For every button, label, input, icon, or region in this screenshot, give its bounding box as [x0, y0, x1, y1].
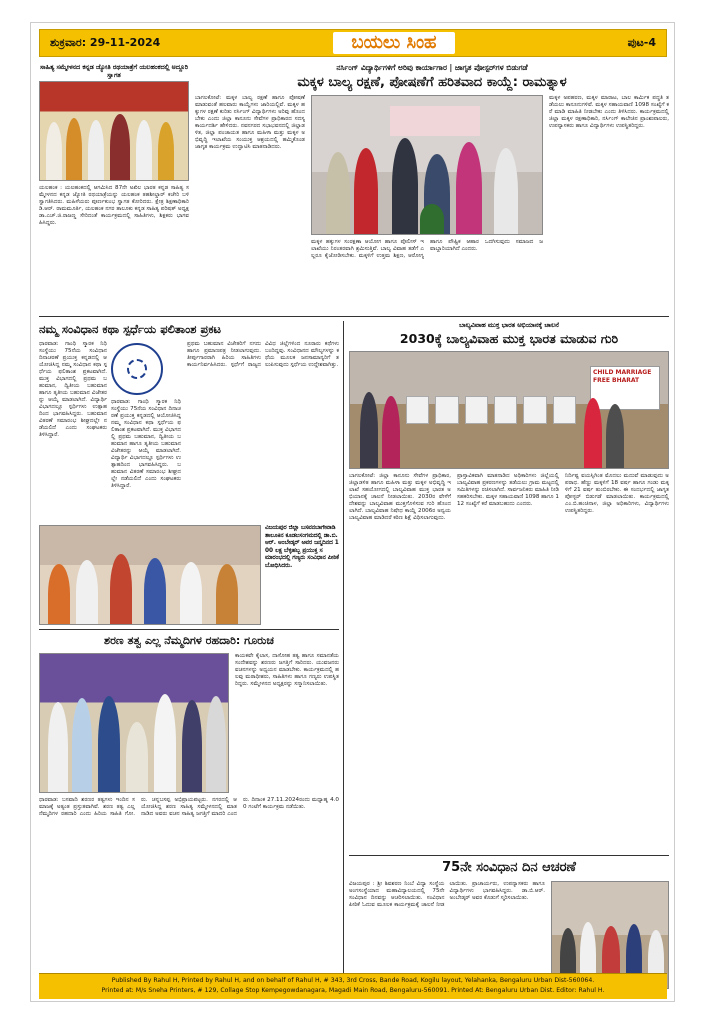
story-body-left: ಬಾಗಲಕೋಟೆ: ಜಿಲ್ಲಾ ಕಾನೂನು ಸೇವೆಗಳ ಪ್ರಾಧಿಕಾರ, ಜಿಲ್ಲಾಡಳಿತ ಹಾಗೂ ಮಹಿಳಾ ಮತ್ತು ಮಕ್ಕಳ ಅಭಿವೃದ್ಧಿ ಇಲಾಖೆ ಸಹಯೋಗದಲ್ಲಿ ಬಾಲ್ಯವಿವಾಹ ಮುಕ್ತ ಭಾರತ ಅಭಿಯಾನಕ್ಕೆ ಚಾಲನೆ ನೀಡಲಾಯಿತು. 2030ರ ವೇಳೆಗೆ ದೇಶವನ್ನು ಬಾಲ್ಯವಿವಾಹ ಮುಕ್ತಗೊಳಿಸುವ ಗುರಿ ಹೊಂದಲಾಗಿದೆ. ಬಾಲ್ಯವಿವಾಹ ನಿಷೇಧ ಕಾಯ್ದೆ 2006ರ ಅನ್ವಯ ಬಾಲ್ಯವಿವಾಹ ಮಾಡಿದರೆ ಕಠಿಣ ಶಿಕ್ಷೆ ವಿಧಿಸಲಾಗುವುದು. — [349, 473, 451, 521]
photo-caption — [265, 525, 339, 625]
story-headline: 75ನೇ ಸಂವಿಧಾನ ದಿನ ಆಚರಣೆ — [442, 860, 576, 875]
story-body-right: ಮಕ್ಕಳ ಅಪಹರಣ, ಮಕ್ಕಳ ಮಾರಾಟ, ಬಾಲ ಕಾರ್ಮಿಕ ಪದ್ಧತಿ ತಡೆಯಲು ಕಾನೂನುಗಳಿವೆ. ಮಕ್ಕಳ ಸಹಾಯವಾಣಿ 1098 ಸಂಖ್ಯೆಗೆ ಕರೆ ಮಾಡಿ ಮಾಹಿತಿ ನೀಡಬೇಕು ಎಂದು ತಿಳಿಸಿದರು. ಕಾರ್ಯಕ್ರಮದಲ್ಲಿ ಜಿಲ್ಲಾ ಮಕ್ಕಳ ರಕ್ಷಣಾಧಿಕಾರಿ, ನರ್ಸಿಂಗ್ ಕಾಲೇಜಿನ ಪ್ರಾಂಶುಪಾಲರು, ಉಪನ್ಯಾಸಕರು ಹಾಗೂ ವಿದ್ಯಾರ್ಥಿಗಳು ಉಪಸ್ಥಿತರಿದ್ದರು. — [549, 95, 669, 129]
story-photo — [311, 95, 543, 235]
story-body-right: ಕಾಯಕವೇ ಕೈಲಾಸ, ದಾಸೋಹ ತತ್ವ ಹಾಗೂ ಸಮಾನತೆಯ ಸಂದೇಶವನ್ನು ಶರಣರು ಜಗತ್ತಿಗೆ ಸಾರಿದರು. ಯುವಜನರು ವಚನಗಳನ್ನು ಅಧ್ಯಯನ ಮಾಡಬೇಕು. ಕಾರ್ಯಕ್ರಮದಲ್ಲಿ ಹಲವು ಮಠಾಧೀಶರು, ಸಾಹಿತಿಗಳು ಹಾಗೂ ಗಣ್ಯರು ಉಪಸ್ಥಿತರಿದ್ದರು. ಸಮ್ಮೇಳನದ ಅಧ್ಯಕ್ಷರನ್ನು ಸನ್ಮಾನಿಸಲಾಯಿತು. — [235, 653, 339, 687]
story-title: ಸಾಹಿತ್ಯ ಸಮ್ಮೇಳನದ ಕನ್ನಡ ಜ್ಯೋತಿ ರಥಯಾತ್ರೆಗೆ ಯಲಹಂಕದಲ್ಲಿ ಅದ್ದೂರಿ ಸ್ವಾಗತ — [39, 63, 189, 79]
divider — [39, 629, 339, 630]
imprint-footer — [39, 973, 667, 999]
story-child-protection — [195, 63, 669, 313]
story-kicker: ನರ್ಸಿಂಗ್ ವಿದ್ಯಾರ್ಥಿಗಳಿಗೆ ಅರಿವು ಕಾರ್ಯಾಗಾರ | ಜಾಗೃತ ಪೋಸ್ಟರ್‌ಗಳ ಬಿಡುಗಡೆ — [336, 63, 528, 72]
divider — [39, 316, 669, 317]
story-headline: ಶರಣ ತತ್ವ ಎಲ್ಲ ನೆಮ್ಮದಿಗಳ ರಹದಾರಿ: ಗೂರುಚ — [104, 634, 274, 647]
story-headline: 2030ಕ್ಕೆ ಬಾಲ್ಯವಿವಾಹ ಮುಕ್ತ ಭಾರತ ಮಾಡುವ ಗುರಿ — [399, 331, 619, 346]
story-sharana — [39, 633, 339, 991]
story-body-left: ಬಾಗಲಕೋಟೆ: ಮಕ್ಕಳ ಬಾಲ್ಯ ರಕ್ಷಣೆ ಹಾಗೂ ಪೋಷಣೆ ಮಾಡುವಂತೆ ಹಲವಾರು ಕಾಯ್ದೆಗಳು ಜಾರಿಯಲ್ಲಿವೆ. ಮಕ್ಕಳ ಹಕ್ಕುಗಳ ರಕ್ಷಣೆ ಕುರಿತು ನರ್ಸಿಂಗ್ ವಿದ್ಯಾರ್ಥಿಗಳು ಅರಿವು ಹೊಂದಬೇಕು ಎಂದು ಜಿಲ್ಲಾ ಕಾನೂನು ಸೇವೆಗಳ ಪ್ರಾಧಿಕಾರದ ಸದಸ್ಯ ಕಾರ್ಯದರ್ಶಿ ಹೇಳಿದರು. ನವನಗರದ ಸಭಾಭವನದಲ್ಲಿ ಜಿಲ್ಲಾಡಳಿತ, ಜಿಲ್ಲಾ ಪಂಚಾಯತ ಹಾಗೂ ಮಹಿಳಾ ಮತ್ತು ಮಕ್ಕಳ ಅಭಿವೃದ್ಧಿ ಇಲಾಖೆಯ ಸಂಯುಕ್ತ ಆಶ್ರಯದಲ್ಲಿ ಹಮ್ಮಿಕೊಂಡ ಜಾಗೃತ ಕಾರ್ಯಕ್ರಮ ಉದ್ಘಾಟಿಸಿ ಮಾತನಾಡಿದರು. — [195, 95, 305, 150]
page-number: ಪುಟ-4 — [627, 36, 656, 49]
story-body-right: ನಿರ್ದಿಷ್ಟ ವಯಸ್ಸಿಗಿಂತ ಮೊದಲು ಮದುವೆ ಮಾಡುವುದು ಅಪರಾಧ. ಹೆಣ್ಣು ಮಕ್ಕಳಿಗೆ 18 ವರ್ಷ ಹಾಗೂ ಗಂಡು ಮಕ್ಕಳಿಗೆ 21 ವರ್ಷ ತುಂಬಿರಬೇಕು. ಈ ಸಂದರ್ಭದಲ್ಲಿ ಜಾಗೃತ ಪೋಸ್ಟರ್ ಬಿಡುಗಡೆ ಮಾಡಲಾಯಿತು. ಕಾರ್ಯಕ್ರಮದಲ್ಲಿ ಎಂ.ಬಿ.ಹಂಚಿನಾಳ, ಜಿಲ್ಲಾ ಅಧಿಕಾರಿಗಳು, ವಿದ್ಯಾರ್ಥಿಗಳು ಉಪಸ್ಥಿತರಿದ್ದರು. — [565, 473, 669, 514]
story-headline: ಮಕ್ಕಳ ಬಾಲ್ಯ ರಕ್ಷಣೆ, ಪೋಷಣೆಗೆ ಹರಿತವಾದ ಕಾಯ್ದೆ: ರಾಮತ್ನಾಳ — [297, 75, 567, 90]
photo-caption-text: ವಿಜಯಪುರ ಜಿಲ್ಲಾ ಬಸವನಬಾಗೇವಾಡಿ ತಾಲೂಕಿನ ಕೂಡಲಸಂಗಮದಲ್ಲಿ ಡಾ.ಬಿ.ಆರ್. ಅಂಬೇಡ್ಕರ್ ಅವರ ಜನ್ಮದಿನದ 100 ಲಕ್ಷ ಬೆಳ್ಳಿಹಬ್ಬ ಪ್ರಯುಕ್ತ ಸಮಾರಂಭದಲ್ಲಿ ಗಣ್ಯರು ಸಂವಿಧಾನ ಪೀಠಿಕೆ ಬೋಧಿಸಿದರು. — [265, 525, 339, 569]
story-body-continued: ಧಾರವಾಡ: ಗಾಂಧಿ ಸ್ಮಾರಕ ನಿಧಿ ಸಂಸ್ಥೆಯು 75ನೆಯ ಸಂವಿಧಾನ ದಿನಾಚರಣೆ ಪ್ರಯುಕ್ತ ಕನ್ನಡದಲ್ಲಿ ಆಯೋಜಿಸಿದ್ದ ನಮ್ಮ ಸಂವಿಧಾನ ಕಥಾ ಸ್ಪರ್ಧೆಯ ಫಲಿತಾಂಶ ಪ್ರಕಟವಾಗಿದೆ. ಮುಕ್ತ ವಿಭಾಗದಲ್ಲಿ ಪ್ರಥಮ ಬಹುಮಾನ, ದ್ವಿತೀಯ ಬಹುಮಾನ ಹಾಗೂ ತೃತೀಯ ಬಹುಮಾನ ವಿಜೇತರನ್ನು ಆಯ್ಕೆ ಮಾಡಲಾಗಿದೆ. ವಿದ್ಯಾರ್ಥಿ ವಿಭಾಗದಲ್ಲೂ ಸ್ಪರ್ಧಿಗಳು ಉತ್ಸಾಹದಿಂದ ಭಾಗವಹಿಸಿದ್ದರು. ಬಹುಮಾನ ವಿತರಣೆ ಸಮಾರಂಭ ಶೀಘ್ರದಲ್ಲೇ ನಡೆಯಲಿದೆ ಎಂದು ಸಂಘಟಕರು ತಿಳಿಸಿದ್ದಾರೆ. — [111, 399, 181, 489]
story-body-mid: ಪ್ರಾಸ್ತಾವಿಕವಾಗಿ ಮಾತನಾಡಿದ ಅಧಿಕಾರಿಗಳು ಜಿಲ್ಲೆಯಲ್ಲಿ ಬಾಲ್ಯವಿವಾಹ ಪ್ರಕರಣಗಳನ್ನು ತಡೆಯಲು ಗ್ರಾಮ ಮಟ್ಟದಲ್ಲಿ ಸಮಿತಿಗಳನ್ನು ರಚಿಸಲಾಗಿದೆ. ಸಾರ್ವಜನಿಕರು ಮಾಹಿತಿ ನೀಡಿ ಸಹಕರಿಸಬೇಕು. ಮಕ್ಕಳ ಸಹಾಯವಾಣಿ 1098 ಹಾಗೂ 112 ಸಂಖ್ಯೆಗೆ ಕರೆ ಮಾಡಬಹುದು ಎಂದರು. — [457, 473, 559, 507]
story-body: ಧಾರವಾಡ: ಗಾಂಧಿ ಸ್ಮಾರಕ ನಿಧಿ ಸಂಸ್ಥೆಯು 75ನೆಯ ಸಂವಿಧಾನ ದಿನಾಚರಣೆ ಪ್ರಯುಕ್ತ ಕನ್ನಡದಲ್ಲಿ ಆಯೋಜಿಸಿದ್ದ ನಮ್ಮ ಸಂವಿಧಾನ ಕಥಾ ಸ್ಪರ್ಧೆಯ ಫಲಿತಾಂಶ ಪ್ರಕಟವಾಗಿದೆ. ಮುಕ್ತ ವಿಭಾಗದಲ್ಲಿ ಪ್ರಥಮ ಬಹುಮಾನ, ದ್ವಿತೀಯ ಬಹುಮಾನ ಹಾಗೂ ತೃತೀಯ ಬಹುಮಾನ ವಿಜೇತರನ್ನು ಆಯ್ಕೆ ಮಾಡಲಾಗಿದೆ. ವಿದ್ಯಾರ್ಥಿ ವಿಭಾಗದಲ್ಲೂ ಸ್ಪರ್ಧಿಗಳು ಉತ್ಸಾಹದಿಂದ ಭಾಗವಹಿಸಿದ್ದರು. ಬಹುಮಾನ ವಿತರಣೆ ಸಮಾರಂಭ ಶೀಘ್ರದಲ್ಲೇ ನಡೆಯಲಿದೆ ಎಂದು ಸಂಘಟಕರು ತಿಳಿಸಿದ್ದಾರೆ. — [39, 341, 107, 438]
story-photo — [39, 81, 189, 181]
newspaper-page — [30, 22, 675, 1002]
newspaper-title: ಬಯಲು ಸಿಂಹ — [333, 32, 454, 54]
story-kannada-jyothi — [39, 63, 189, 313]
masthead — [39, 29, 667, 57]
issue-date: ಶುಕ್ರವಾರ: 29-11-2024 — [50, 36, 161, 49]
story-constitution-day — [349, 859, 669, 991]
imprint-line-2: Printed at: M/s Sneha Printers, # 129, Collage Stop Kempegowdanagara, Magadi Main Road, Bengaluru-560091. Printed At: Bengaluru Urban Dist. Editor: Rahul H. — [101, 987, 605, 994]
story-body-mid: ಮಕ್ಕಳ ಹಕ್ಕುಗಳ ಸಂರಕ್ಷಣಾ ಆಯೋಗ ಹಾಗೂ ಪೊಲೀಸ್ ಇಲಾಖೆಯು ನಿರಂತರವಾಗಿ ಶ್ರಮಿಸುತ್ತಿವೆ. ಬಾಲ್ಯ ವಿವಾಹ ತಡೆಗೆ ಎಲ್ಲರೂ ಕೈಜೋಡಿಸಬೇಕು. ಮಕ್ಕಳಿಗೆ ಉತ್ತಮ ಶಿಕ್ಷಣ, ಆರೋಗ್ಯ ಹಾಗೂ ಪೌಷ್ಟಿಕ ಆಹಾರ ಒದಗಿಸುವುದು ಸಮಾಜದ ಜವಾಬ್ದಾರಿಯಾಗಿದೆ ಎಂದರು. — [311, 239, 543, 259]
event-photo — [39, 525, 261, 625]
story-headline: ನಮ್ಮ ಸಂವಿಧಾನ ಕಥಾ ಸ್ಪರ್ಧೆಯ ಫಲಿತಾಂಶ ಪ್ರಕಟ — [39, 322, 222, 336]
imprint-line-1: Published By Rahul H, Printed by Rahul H, and on behalf of Rahul H, # 343, 3rd Cross, Bande Road, Kogilu layout, Yelahanka, Bengaluru Urban Dist-560064. — [111, 977, 595, 984]
story-body: ಧಾರವಾಡ: ಬಸವಾದಿ ಶರಣರ ತತ್ವಗಳು ಇಂದಿನ ಸಮಾಜಕ್ಕೆ ಅತ್ಯಂತ ಪ್ರಸ್ತುತವಾಗಿವೆ. ಶರಣ ತತ್ವ ಎಲ್ಲ ನೆಮ್ಮದಿಗಳ ರಹದಾರಿ ಎಂದು ಹಿರಿಯ ಸಾಹಿತಿ ಗೋ.ರು. ಚನ್ನಬಸಪ್ಪ ಅಭಿಪ್ರಾಯಪಟ್ಟರು. ನಗರದಲ್ಲಿ ಆಯೋಜಿಸಿದ್ದ ಶರಣ ಸಾಹಿತ್ಯ ಸಮ್ಮೇಳನದಲ್ಲಿ ಮಾತನಾಡಿದ ಅವರು ವಚನ ಸಾಹಿತ್ಯ ಜಗತ್ತಿಗೆ ಮಾದರಿ ಎಂದರು. ದಿನಾಂಕ 27.11.2024ರಂದು ಮಧ್ಯಾಹ್ನ 4.00 ಗಂಟೆಗೆ ಕಾರ್ಯಕ್ರಮ ನಡೆಯಿತು. — [39, 797, 339, 817]
story-photo — [349, 351, 669, 469]
campaign-banner: CHILD MARRIAGE FREE BHARAT — [590, 366, 660, 410]
story-body: ವಿಜಯಪುರ : ಶ್ರೀ ಶಿವಶರಣ ನಿಂಬೆ ವಿದ್ಯಾ ಸಂಸ್ಥೆಯ ಅಂಗಸಂಸ್ಥೆಯಾದ ಮಹಾವಿದ್ಯಾಲಯದಲ್ಲಿ 75ನೇ ಸಂವಿಧಾನ ದಿನವನ್ನು ಆಚರಿಸಲಾಯಿತು. ಸಂವಿಧಾನ ಪೀಠಿಕೆ ಓದುವ ಮೂಲಕ ಕಾರ್ಯಕ್ರಮಕ್ಕೆ ಚಾಲನೆ ನೀಡಲಾಯಿತು. ಪ್ರಾಚಾರ್ಯರು, ಉಪನ್ಯಾಸಕರು ಹಾಗೂ ವಿದ್ಯಾರ್ಥಿಗಳು ಭಾಗವಹಿಸಿದ್ದರು. ಡಾ.ಬಿ.ಆರ್.ಅಂಬೇಡ್ಕರ್ ಅವರ ಕೊಡುಗೆ ಸ್ಮರಿಸಲಾಯಿತು. — [349, 881, 545, 908]
column-divider — [343, 321, 344, 991]
divider — [349, 855, 669, 856]
story-kicker: ಬಾಲ್ಯವಿವಾಹ ಮುಕ್ತ ಭಾರತ ಅಭಿಯಾನಕ್ಕೆ ಚಾಲನೆ — [459, 321, 559, 329]
story-photo — [39, 653, 229, 793]
story-body: ಯಲಹಂಕ : ಯಲಹಂಕದಲ್ಲಿ ಆಗಮಿಸಿದ 87ನೇ ಅಖಿಲ ಭಾರತ ಕನ್ನಡ ಸಾಹಿತ್ಯ ಸಮ್ಮೇಳನದ ಕನ್ನಡ ಜ್ಯೋತಿ ರಥಯಾತ್ರೆಯನ್ನು ಯಲಹಂಕ ತಹಶೀಲ್ದಾರ್ ಕಚೇರಿ ಬಳಿ ಸ್ವಾಗತಿಸಿದರು. ಮಹಿಳೆಯರು ಪೂರ್ಣಕುಂಭ ಸ್ವಾಗತ ಕೋರಿದರು. ಕ್ಷೇತ್ರ ಶಿಕ್ಷಣಾಧಿಕಾರಿ ಡಿ.ಆರ್. ರಾಮಮೂರ್ತಿ, ಯಲಹಂಕ ನಗರ ತಾಲೂಕು ಕನ್ನಡ ಸಾಹಿತ್ಯ ಪರಿಷತ್ ಅಧ್ಯಕ್ಷ ಡಾ.ಎಚ್.ಜಿ.ರಾಜಣ್ಣ ಸೇರಿದಂತೆ ಕಾರ್ಯಕ್ರಮದಲ್ಲಿ ಸಾಹಿತಿಗಳು, ಶಿಕ್ಷಕರು ಭಾಗವಹಿಸಿದ್ದರು. — [39, 185, 189, 226]
story-constitution-quiz — [39, 321, 339, 521]
gandhi-smaraka-logo — [111, 343, 163, 395]
story-child-marriage — [349, 321, 669, 851]
story-body-right: ಪ್ರಥಮ ಬಹುಮಾನ ವಿಜೇತರಿಗೆ ನಗದು ಹಾಗೂ ಪ್ರಮಾಣಪತ್ರ ನೀಡಲಾಗುವುದು. ತೀರ್ಪುಗಾರರಾಗಿ ಹಿರಿಯ ಸಾಹಿತಿಗಳು ಕಾರ್ಯನಿರ್ವಹಿಸಿದರು. ಸ್ಪರ್ಧೆಗೆ ರಾಜ್ಯದ ವಿವಿಧ ಜಿಲ್ಲೆಗಳಿಂದ ನೂರಾರು ಕಥೆಗಳು ಬಂದಿದ್ದವು. ಸಂವಿಧಾನದ ಮೌಲ್ಯಗಳನ್ನು ಕಥೆಯ ಮೂಲಕ ಜನಸಾಮಾನ್ಯರಿಗೆ ತಲುಪಿಸುವುದು ಸ್ಪರ್ಧೆಯ ಉದ್ದೇಶವಾಗಿತ್ತು. — [187, 341, 339, 368]
